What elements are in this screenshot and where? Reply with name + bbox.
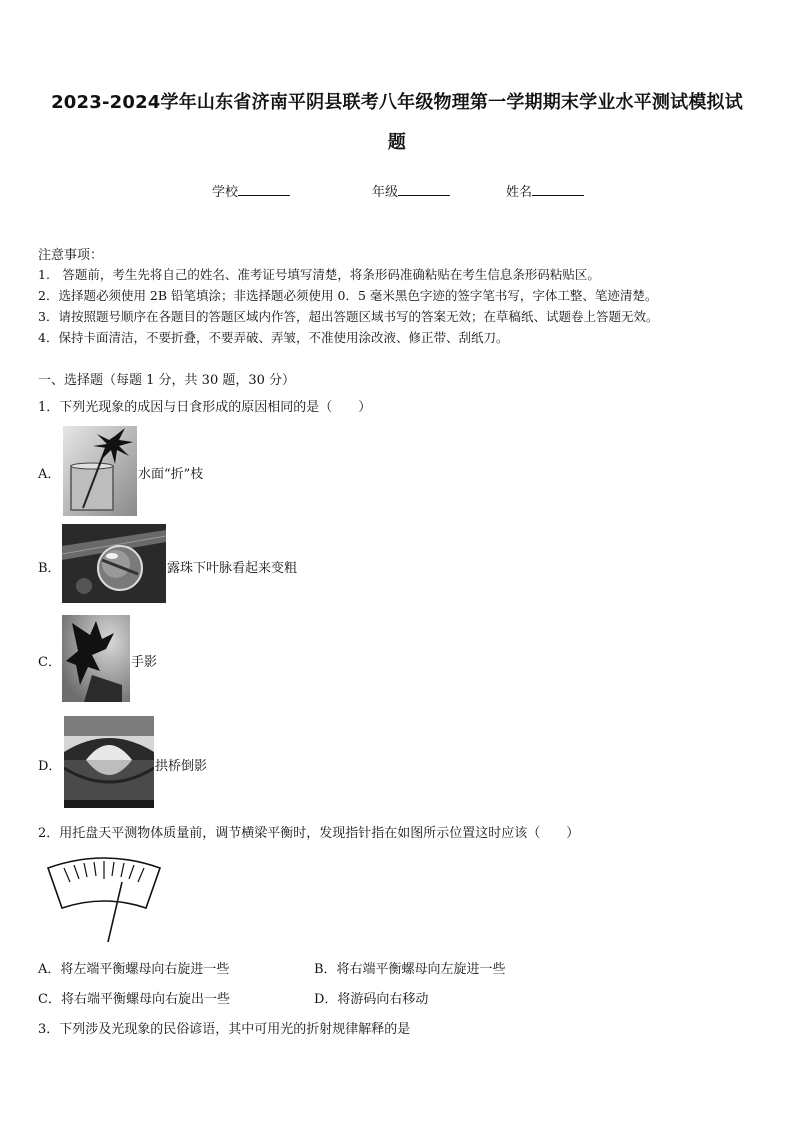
q1-option-d-letter: D． <box>38 759 62 774</box>
question-3-stem: 3．下列涉及光现象的民俗谚语，其中可用光的折射规律解释的是 <box>38 1022 411 1037</box>
name-label: 姓名 <box>506 185 533 200</box>
school-field <box>212 181 290 200</box>
balance-pointer-scale-figure <box>44 852 164 944</box>
exam-title-line1: 2023-2024学年山东省济南平阴县联考八年级物理第一学期期末学业水平测试模拟试 <box>51 92 743 113</box>
q2-option-c: C．将右端平衡螺母向右旋出一些 <box>38 992 230 1007</box>
notice-item-1: 1. 答题前，考生先将自己的姓名、准考证号填写清楚，将条形码准确粘贴在考生信息条形码粘贴区。 <box>38 267 600 282</box>
exam-title-line2: 题 <box>387 132 407 153</box>
q1-option-c-text: 手影 <box>131 655 158 670</box>
q1-option-b-letter: B． <box>38 561 61 576</box>
q1-option-b-text: 露珠下叶脉看起来变粗 <box>167 561 298 576</box>
school-blank <box>238 183 290 196</box>
question-2-stem: 2．用托盘天平测物体质量前，调节横梁平衡时，发现指针指在如图所示位置这时应该（ ） <box>38 826 580 841</box>
q2-option-b: B．将右端平衡螺母向左旋进一些 <box>314 962 506 977</box>
notice-item-4: 4．保持卡面清洁，不要折叠，不要弄破、弄皱，不准使用涂改液、修正带、刮纸刀。 <box>38 330 509 345</box>
school-label: 学校 <box>212 185 239 200</box>
q1-option-a-text: 水面“折”枝 <box>138 467 204 482</box>
grade-label: 年级 <box>372 185 399 200</box>
q1-option-a-letter: A． <box>38 467 61 482</box>
section-heading: 一、选择题（每题 1 分，共 30 题，30 分） <box>38 373 296 388</box>
notice-item-2: 2．选择题必须使用 2B 铅笔填涂；非选择题必须使用 0．5 毫米黑色字迹的签字笔书写，字体工整、笔迹清楚。 <box>38 288 658 303</box>
grade-blank <box>398 183 450 196</box>
q1-option-c-letter: C． <box>38 655 61 670</box>
question-1-stem: 1．下列光现象的成因与日食形成的原因相同的是（ ） <box>38 400 372 415</box>
hand-shadow-photo <box>62 615 130 702</box>
grade-field <box>372 181 450 200</box>
notice-item-3: 3．请按照题号顺序在各题目的答题区域内作答，超出答题区域书写的答案无效；在草稿纸、试题卷上答题无效。 <box>38 309 659 324</box>
notice-heading: 注意事项： <box>38 248 104 263</box>
q2-option-a: A．将左端平衡螺母向右旋进一些 <box>38 962 230 977</box>
twig-in-water-photo <box>63 426 137 516</box>
dewdrop-leaf-photo <box>62 524 166 603</box>
arch-bridge-reflection-photo <box>64 716 154 808</box>
q1-option-d-text: 拱桥倒影 <box>155 759 208 774</box>
q2-option-d: D．将游码向右移动 <box>314 992 429 1007</box>
name-field <box>506 181 584 200</box>
name-blank <box>532 183 584 196</box>
